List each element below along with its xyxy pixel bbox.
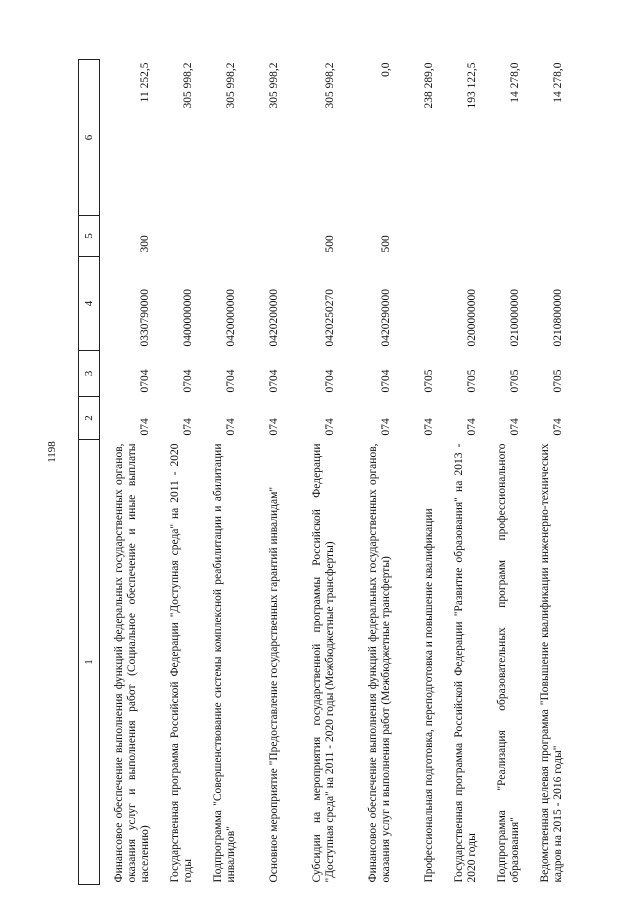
expense-type-code (440, 216, 483, 257)
section-code: 0704 (225, 369, 237, 393)
column-header: 6 (79, 60, 100, 216)
row-name: Субсидии на мероприятия государственной программы Российской Федерации "Доступная среда" на 2011 - 2020 годы (Межбюджетные трансферты) (311, 443, 336, 883)
column-header: 1 (79, 440, 100, 885)
section-code: 0704 (324, 369, 336, 393)
ministry-code: 074 (380, 418, 392, 436)
ministry-code: 074 (268, 418, 280, 436)
target-code: 0330790000 (139, 289, 151, 347)
row-name: Основное мероприятие "Предоставление государственных гарантий инвалидам" (268, 486, 280, 883)
target-code: 0210000000 (509, 289, 521, 347)
target-code: 0400000000 (182, 289, 194, 347)
expense-type-code (483, 216, 526, 257)
section-code: 0704 (380, 369, 392, 393)
amount: 14 278,0 (509, 62, 521, 103)
column-header: 4 (79, 257, 100, 351)
amount: 305 998,2 (225, 62, 237, 109)
table-row (483, 60, 526, 885)
target-code: 0420200000 (268, 289, 280, 347)
section-code: 0705 (423, 369, 435, 393)
ministry-code: 074 (423, 418, 435, 436)
table-row (440, 60, 483, 885)
target-code: 0200000000 (466, 289, 478, 347)
ministry-code: 074 (466, 418, 478, 436)
expense-type-code: 300 (139, 235, 151, 253)
expense-type-code (397, 216, 440, 257)
table-row (285, 60, 341, 885)
expense-type-code (199, 216, 242, 257)
table-row (526, 60, 569, 885)
expense-type-code: 500 (324, 235, 336, 253)
row-name: Финансовое обеспечение выполнения функций федеральных государственных органов, оказания услуг и выполнения работ (Социальное обеспечение и иные выплаты населению) (113, 443, 151, 883)
ministry-code: 074 (324, 418, 336, 436)
table-row (100, 60, 157, 885)
amount: 0,0 (380, 62, 392, 77)
table-row (199, 60, 242, 885)
table-row (156, 60, 199, 885)
amount: 14 278,0 (552, 62, 564, 103)
expense-type-code (242, 216, 285, 257)
target-code: 0420000000 (225, 289, 237, 347)
budget-table (78, 59, 569, 885)
expense-type-code (526, 216, 569, 257)
row-name: Финансовое обеспечение выполнения функций федеральных государственных органов, оказания услуг и выполнения работ (Межбюджетные трансферты) (367, 443, 392, 883)
table-row (341, 60, 397, 885)
amount: 305 998,2 (268, 62, 280, 109)
section-code: 0704 (182, 369, 194, 393)
target-code: 0420290000 (380, 289, 392, 347)
amount: 305 998,2 (182, 62, 194, 109)
ministry-code: 074 (139, 418, 151, 436)
table-row (397, 60, 440, 885)
column-header: 5 (79, 216, 100, 257)
amount: 193 122,5 (466, 62, 478, 109)
amount: 11 252,5 (139, 62, 151, 103)
rotated-page-content (78, 60, 562, 885)
section-code: 0705 (466, 369, 478, 393)
section-code: 0704 (268, 369, 280, 393)
table-row (242, 60, 285, 885)
page-number (39, 436, 65, 468)
ministry-code: 074 (509, 418, 521, 436)
amount: 238 289,0 (423, 62, 435, 109)
expense-type-code (156, 216, 199, 257)
target-code: 0210800000 (552, 289, 564, 347)
column-header: 3 (79, 351, 100, 397)
row-name: Государственная программа Российской Федерации "Доступная среда" на 2011 - 2020 годы (169, 443, 194, 883)
column-header: 2 (79, 397, 100, 440)
target-code: 0420250270 (324, 289, 336, 347)
section-code: 0705 (509, 369, 521, 393)
header-row (79, 60, 100, 885)
row-name: Подпрограмма "Реализация образовательных программ профессионального образования" (496, 443, 521, 883)
target-code (397, 257, 440, 351)
amount: 305 998,2 (324, 62, 336, 109)
page-number-text: 1198 (46, 441, 58, 463)
ministry-code: 074 (225, 418, 237, 436)
row-name: Ведомственная целевая программа "Повышение квалификации инженерно-технических кадров на 2015 - 2016 годы" (539, 443, 564, 883)
ministry-code: 074 (552, 418, 564, 436)
section-code: 0704 (139, 369, 151, 393)
ministry-code: 074 (182, 418, 194, 436)
section-code: 0705 (552, 369, 564, 393)
row-name: Государственная программа Российской Федерации "Развитие образования" на 2013 - 2020 годы (453, 443, 478, 883)
row-name: Профессиональная подготовка, переподготовка и повышение квалификации (423, 508, 435, 883)
expense-type-code: 500 (380, 235, 392, 253)
row-name: Подпрограмма "Совершенствование системы комплексной реабилитации и абилитации инвалидов" (212, 443, 237, 883)
